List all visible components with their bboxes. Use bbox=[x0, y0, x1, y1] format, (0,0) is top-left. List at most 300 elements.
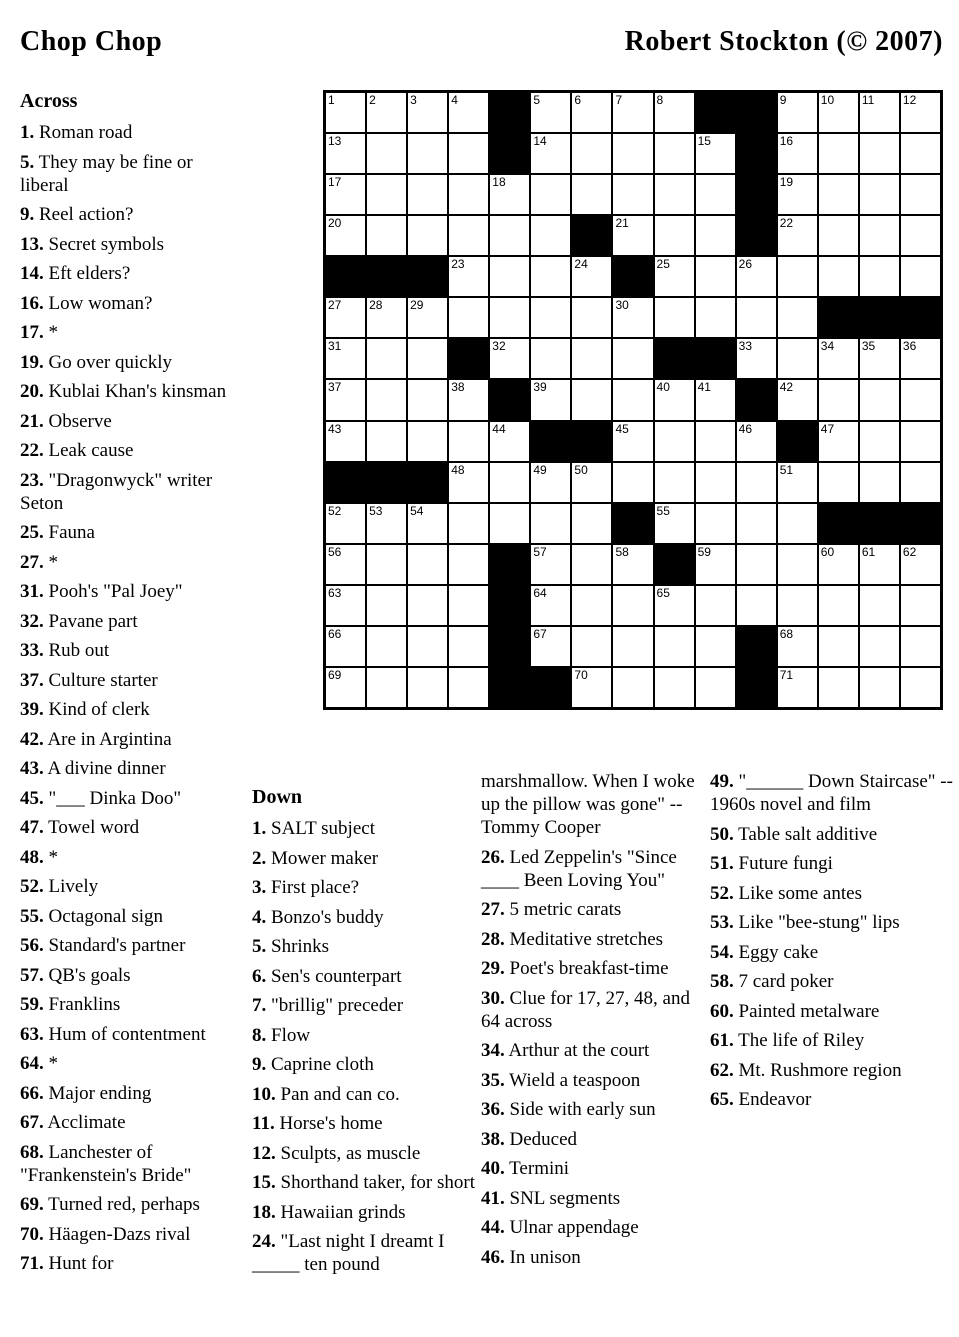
black-cell-r2c5 bbox=[490, 134, 529, 173]
grid-cell-r3c6[interactable] bbox=[531, 175, 570, 214]
clue-number: 44. bbox=[481, 1217, 505, 1238]
down-clues-column-1 bbox=[252, 786, 477, 1283]
grid-cell-r5c7[interactable] bbox=[572, 257, 611, 296]
grid-cell-r1c14[interactable] bbox=[860, 93, 899, 132]
clue-number: 26. bbox=[481, 846, 505, 868]
clue-number: 59. bbox=[20, 994, 44, 1015]
grid-cell-r14c9[interactable] bbox=[655, 627, 694, 666]
grid-cell-r8c4[interactable] bbox=[449, 380, 488, 419]
grid-cell-r7c14[interactable] bbox=[860, 339, 899, 378]
grid-cell-r14c8[interactable] bbox=[613, 627, 652, 666]
grid-cell-r7c1[interactable] bbox=[326, 339, 365, 378]
grid-cell-r1c6[interactable] bbox=[531, 93, 570, 132]
grid-cell-r12c13[interactable] bbox=[819, 545, 858, 584]
grid-cell-r5c12[interactable] bbox=[778, 257, 817, 296]
clue-number: 12. bbox=[252, 1142, 276, 1164]
grid-cell-r14c4[interactable] bbox=[449, 627, 488, 666]
grid-cell-r9c8[interactable] bbox=[613, 422, 652, 461]
grid-cell-r5c6[interactable] bbox=[531, 257, 570, 296]
grid-cell-r2c4[interactable] bbox=[449, 134, 488, 173]
clue-number: 25. bbox=[20, 522, 44, 543]
grid-cell-r11c11[interactable] bbox=[737, 504, 776, 543]
clue-number: 35. bbox=[481, 1069, 505, 1091]
clue-number: 9. bbox=[20, 204, 35, 225]
clue-number: 28. bbox=[481, 928, 505, 950]
grid-cell-r3c12[interactable] bbox=[778, 175, 817, 214]
clue-number: 14. bbox=[20, 263, 44, 284]
black-cell-r7c4 bbox=[449, 339, 488, 378]
grid-cell-r10c14[interactable] bbox=[860, 463, 899, 502]
grid-cell-r11c10[interactable] bbox=[696, 504, 735, 543]
grid-cell-r6c10[interactable] bbox=[696, 298, 735, 337]
grid-cell-r13c13[interactable] bbox=[819, 586, 858, 625]
grid-cell-r9c13[interactable] bbox=[819, 422, 858, 461]
grid-cell-r15c12[interactable] bbox=[778, 668, 817, 707]
cell-number-21: 21 bbox=[615, 216, 629, 231]
grid-cell-r10c9[interactable] bbox=[655, 463, 694, 502]
clue-across-47: 47. Towel word bbox=[20, 817, 140, 838]
cell-number-56: 56 bbox=[328, 544, 342, 559]
grid-cell-r3c3[interactable] bbox=[408, 175, 447, 214]
grid-cell-r4c5[interactable] bbox=[490, 216, 529, 255]
grid-cell-r8c8[interactable] bbox=[613, 380, 652, 419]
grid-cell-r1c13[interactable] bbox=[819, 93, 858, 132]
clue-down-49: 49. "______ Down Staircase" -- 1960s novel and film bbox=[710, 771, 953, 815]
clue-number: 15. bbox=[252, 1172, 276, 1193]
black-cell-r10c2 bbox=[367, 463, 406, 502]
clue-down-26: 26. Led Zeppelin's "Since ____ Been Loving You" bbox=[481, 846, 677, 891]
grid-cell-r9c3[interactable] bbox=[408, 422, 447, 461]
grid-cell-r8c14[interactable] bbox=[860, 380, 899, 419]
clue-down-41: 41. SNL segments bbox=[481, 1187, 621, 1209]
grid-cell-r7c7[interactable] bbox=[572, 339, 611, 378]
grid-cell-r8c7[interactable] bbox=[572, 380, 611, 419]
clue-down-44: 44. Ulnar appendage bbox=[481, 1217, 639, 1238]
clue-number: 67. bbox=[20, 1112, 44, 1133]
clue-number: 55. bbox=[20, 905, 44, 927]
grid-cell-r1c3[interactable] bbox=[408, 93, 447, 132]
grid-cell-r14c14[interactable] bbox=[860, 627, 899, 666]
grid-cell-r2c15[interactable] bbox=[901, 134, 940, 173]
clue-down-62: 62. Mt. Rushmore region bbox=[710, 1059, 902, 1081]
grid-cell-r10c4[interactable] bbox=[449, 463, 488, 502]
clue-down-10: 10. Pan and can co. bbox=[252, 1083, 400, 1105]
grid-cell-r8c3[interactable] bbox=[408, 380, 447, 419]
black-cell-r8c11 bbox=[737, 380, 776, 419]
black-cell-r15c5 bbox=[490, 668, 529, 707]
grid-cell-r14c7[interactable] bbox=[572, 627, 611, 666]
grid-cell-r13c2[interactable] bbox=[367, 586, 406, 625]
cell-number-68: 68 bbox=[779, 626, 794, 641]
grid-cell-r3c7[interactable] bbox=[572, 175, 611, 214]
grid-cell-r9c2[interactable] bbox=[367, 422, 406, 461]
grid-cell-r8c15[interactable] bbox=[901, 380, 940, 419]
cell-number-36: 36 bbox=[902, 339, 917, 354]
clue-down-11: 11. Horse's home bbox=[252, 1113, 383, 1134]
black-cell-r10c1 bbox=[326, 463, 365, 502]
grid-cell-r12c14[interactable] bbox=[860, 545, 899, 584]
grid-cell-r2c12[interactable] bbox=[778, 134, 817, 173]
grid-cell-r15c15[interactable] bbox=[901, 668, 940, 707]
grid-cell-r11c9[interactable] bbox=[655, 504, 694, 543]
clue-number: 31. bbox=[20, 581, 44, 602]
cell-number-65: 65 bbox=[656, 585, 670, 600]
grid-cell-r6c4[interactable] bbox=[449, 298, 488, 337]
grid-cell-r13c4[interactable] bbox=[449, 586, 488, 625]
grid-cell-r7c6[interactable] bbox=[531, 339, 570, 378]
grid-cell-r14c3[interactable] bbox=[408, 627, 447, 666]
cell-number-55: 55 bbox=[656, 503, 670, 518]
black-cell-r1c5 bbox=[490, 93, 529, 132]
grid-cell-r4c4[interactable] bbox=[449, 216, 488, 255]
grid-cell-r10c11[interactable] bbox=[737, 463, 776, 502]
grid-cell-r12c2[interactable] bbox=[367, 545, 406, 584]
grid-cell-r3c14[interactable] bbox=[860, 175, 899, 214]
grid-cell-r8c9[interactable] bbox=[655, 380, 694, 419]
grid-cell-r6c1[interactable] bbox=[326, 298, 365, 337]
clue-down-28: 28. Meditative stretches bbox=[481, 928, 664, 950]
grid-cell-r8c10[interactable] bbox=[696, 380, 735, 419]
grid-cell-r11c3[interactable] bbox=[408, 504, 447, 543]
grid-cell-r13c12[interactable] bbox=[778, 586, 817, 625]
clue-across-20: 20. Kublai Khan's kinsman bbox=[20, 381, 227, 402]
clue-down-52: 52. Like some antes bbox=[710, 882, 862, 904]
grid-cell-r11c12[interactable] bbox=[778, 504, 817, 543]
across-clues-list bbox=[20, 121, 238, 1275]
grid-cell-r4c15[interactable] bbox=[901, 216, 940, 255]
grid-cell-r4c13[interactable] bbox=[819, 216, 858, 255]
grid-cell-r13c6[interactable] bbox=[531, 586, 570, 625]
grid-cell-r2c14[interactable] bbox=[860, 134, 899, 173]
black-cell-r10c3 bbox=[408, 463, 447, 502]
clue-across-55: 55. Octagonal sign bbox=[20, 905, 164, 927]
grid-cell-r7c12[interactable] bbox=[778, 339, 817, 378]
grid-cell-r13c8[interactable] bbox=[613, 586, 652, 625]
grid-cell-r15c1[interactable] bbox=[326, 668, 365, 707]
cell-number-28: 28 bbox=[369, 298, 383, 313]
clue-number: 45. bbox=[20, 787, 44, 809]
grid-cell-r3c1[interactable] bbox=[326, 175, 365, 214]
clue-across-45: 45. "___ Dinka Doo" bbox=[20, 787, 182, 809]
grid-cell-r3c8[interactable] bbox=[613, 175, 652, 214]
grid-cell-r13c11[interactable] bbox=[737, 586, 776, 625]
clue-number: 30. bbox=[481, 987, 505, 1009]
cell-number-4: 4 bbox=[451, 93, 458, 107]
grid-cell-r12c12[interactable] bbox=[778, 545, 817, 584]
black-cell-r1c11 bbox=[737, 93, 776, 132]
grid-cell-r11c6[interactable] bbox=[531, 504, 570, 543]
cell-number-16: 16 bbox=[779, 134, 794, 149]
grid-cell-r14c13[interactable] bbox=[819, 627, 858, 666]
grid-cell-r4c1[interactable] bbox=[326, 216, 365, 255]
grid-cell-r6c2[interactable] bbox=[367, 298, 406, 337]
grid-cell-r7c11[interactable] bbox=[737, 339, 776, 378]
grid-cell-r11c1[interactable] bbox=[326, 504, 365, 543]
cell-number-29: 29 bbox=[410, 298, 424, 313]
clue-number: 63. bbox=[20, 1023, 44, 1045]
cell-number-58: 58 bbox=[615, 544, 629, 559]
clue-down-5: 5. Shrinks bbox=[252, 936, 330, 957]
grid-cell-r4c14[interactable] bbox=[860, 216, 899, 255]
grid-cell-r4c10[interactable] bbox=[696, 216, 735, 255]
grid-cell-r12c10[interactable] bbox=[696, 545, 735, 584]
cell-number-6: 6 bbox=[574, 93, 582, 107]
black-cell-r6c14 bbox=[860, 298, 899, 337]
clue-number: 65. bbox=[710, 1089, 734, 1110]
grid-cell-r5c15[interactable] bbox=[901, 257, 940, 296]
grid-cell-r2c1[interactable] bbox=[326, 134, 365, 173]
grid-cell-r9c14[interactable] bbox=[860, 422, 899, 461]
grid-cell-r11c5[interactable] bbox=[490, 504, 529, 543]
black-cell-r11c13 bbox=[819, 504, 858, 543]
grid-cell-r6c5[interactable] bbox=[490, 298, 529, 337]
cell-number-15: 15 bbox=[697, 134, 711, 149]
grid-cell-r2c8[interactable] bbox=[613, 134, 652, 173]
grid-cell-r15c14[interactable] bbox=[860, 668, 899, 707]
clue-number: 5. bbox=[20, 151, 35, 173]
grid-cell-r15c10[interactable] bbox=[696, 668, 735, 707]
grid-cell-r2c2[interactable] bbox=[367, 134, 406, 173]
grid-cell-r14c1[interactable] bbox=[326, 627, 365, 666]
grid-cell-r5c5[interactable] bbox=[490, 257, 529, 296]
grid-cell-r3c15[interactable] bbox=[901, 175, 940, 214]
grid-cell-r1c12[interactable] bbox=[778, 93, 817, 132]
grid-cell-r1c7[interactable] bbox=[572, 93, 611, 132]
clue-across-32: 32. Pavane part bbox=[20, 610, 138, 632]
grid-cell-r13c1[interactable] bbox=[326, 586, 365, 625]
clue-number: 5. bbox=[252, 936, 267, 957]
grid-cell-r12c3[interactable] bbox=[408, 545, 447, 584]
cell-number-8: 8 bbox=[656, 93, 664, 107]
clue-across-25: 25. Fauna bbox=[20, 522, 95, 543]
grid-cell-r6c12[interactable] bbox=[778, 298, 817, 337]
cell-number-51: 51 bbox=[779, 462, 794, 477]
black-cell-r11c15 bbox=[901, 504, 940, 543]
grid-cell-r13c7[interactable] bbox=[572, 586, 611, 625]
grid-cell-r10c13[interactable] bbox=[819, 463, 858, 502]
grid-cell-r15c7[interactable] bbox=[572, 668, 611, 707]
clue-across-22: 22. Leak cause bbox=[20, 440, 134, 461]
grid-cell-r15c13[interactable] bbox=[819, 668, 858, 707]
black-cell-r9c12 bbox=[778, 422, 817, 461]
clue-number: 6. bbox=[252, 965, 267, 987]
grid-cell-r1c2[interactable] bbox=[367, 93, 406, 132]
clue-number: 64. bbox=[20, 1053, 44, 1074]
clue-across-71: 71. Hunt for bbox=[20, 1253, 114, 1274]
grid-cell-r15c9[interactable] bbox=[655, 668, 694, 707]
clue-across-23: 23. "Dragonwyck" writer Seton bbox=[20, 469, 213, 514]
grid-cell-r12c15[interactable] bbox=[901, 545, 940, 584]
grid-cell-r2c10[interactable] bbox=[696, 134, 735, 173]
grid-cell-r4c6[interactable] bbox=[531, 216, 570, 255]
clue-number: 17. bbox=[20, 322, 44, 343]
grid-cell-r5c9[interactable] bbox=[655, 257, 694, 296]
black-cell-r13c5 bbox=[490, 586, 529, 625]
grid-cell-r3c9[interactable] bbox=[655, 175, 694, 214]
grid-cell-r6c8[interactable] bbox=[613, 298, 652, 337]
grid-cell-r6c3[interactable] bbox=[408, 298, 447, 337]
clue-across-9: 9. Reel action? bbox=[20, 204, 134, 225]
grid-cell-r9c5[interactable] bbox=[490, 422, 529, 461]
grid-cell-r11c2[interactable] bbox=[367, 504, 406, 543]
grid-cell-r11c4[interactable] bbox=[449, 504, 488, 543]
clue-down-8: 8. Flow bbox=[252, 1024, 311, 1046]
grid-cell-r9c4[interactable] bbox=[449, 422, 488, 461]
cell-number-5: 5 bbox=[533, 93, 541, 107]
grid-cell-r12c4[interactable] bbox=[449, 545, 488, 584]
grid-cell-r6c6[interactable] bbox=[531, 298, 570, 337]
grid-cell-r5c14[interactable] bbox=[860, 257, 899, 296]
down-clues-list-1 bbox=[252, 817, 477, 1276]
grid-cell-r3c4[interactable] bbox=[449, 175, 488, 214]
grid-cell-r6c9[interactable] bbox=[655, 298, 694, 337]
grid-cell-r12c6[interactable] bbox=[531, 545, 570, 584]
grid-cell-r4c2[interactable] bbox=[367, 216, 406, 255]
grid-cell-r13c14[interactable] bbox=[860, 586, 899, 625]
grid-cell-r7c15[interactable] bbox=[901, 339, 940, 378]
grid-cell-r15c3[interactable] bbox=[408, 668, 447, 707]
grid-cell-r12c8[interactable] bbox=[613, 545, 652, 584]
cell-number-52: 52 bbox=[328, 503, 342, 518]
clue-number: 27. bbox=[20, 551, 44, 573]
grid-cell-r1c9[interactable] bbox=[655, 93, 694, 132]
grid-cell-r5c13[interactable] bbox=[819, 257, 858, 296]
clue-down-36: 36. Side with early sun bbox=[481, 1099, 656, 1120]
clue-number: 40. bbox=[481, 1158, 505, 1179]
grid-cell-r2c13[interactable] bbox=[819, 134, 858, 173]
clue-down-46: 46. In unison bbox=[481, 1246, 581, 1268]
cell-number-24: 24 bbox=[574, 257, 588, 272]
clue-number: 4. bbox=[252, 906, 267, 928]
grid-cell-r1c4[interactable] bbox=[449, 93, 488, 132]
grid-cell-r5c4[interactable] bbox=[449, 257, 488, 296]
grid-cell-r3c13[interactable] bbox=[819, 175, 858, 214]
grid-cell-r7c5[interactable] bbox=[490, 339, 529, 378]
grid-cell-r6c7[interactable] bbox=[572, 298, 611, 337]
grid-cell-r14c12[interactable] bbox=[778, 627, 817, 666]
grid-cell-r12c11[interactable] bbox=[737, 545, 776, 584]
grid-cell-r10c10[interactable] bbox=[696, 463, 735, 502]
grid-cell-r3c2[interactable] bbox=[367, 175, 406, 214]
cell-number-46: 46 bbox=[738, 421, 753, 436]
grid-cell-r9c10[interactable] bbox=[696, 422, 735, 461]
black-cell-r14c11 bbox=[737, 627, 776, 666]
grid-cell-r8c13[interactable] bbox=[819, 380, 858, 419]
grid-cell-r10c7[interactable] bbox=[572, 463, 611, 502]
grid-cell-r14c15[interactable] bbox=[901, 627, 940, 666]
grid-cell-r1c1[interactable] bbox=[326, 93, 365, 132]
clue-across-52: 52. Lively bbox=[20, 876, 99, 897]
cell-number-3: 3 bbox=[410, 93, 417, 107]
grid-cell-r8c12[interactable] bbox=[778, 380, 817, 419]
grid-cell-r10c15[interactable] bbox=[901, 463, 940, 502]
grid-cell-r1c8[interactable] bbox=[613, 93, 652, 132]
grid-cell-r14c6[interactable] bbox=[531, 627, 570, 666]
grid-cell-r4c8[interactable] bbox=[613, 216, 652, 255]
grid-cell-r8c1[interactable] bbox=[326, 380, 365, 419]
grid-cell-r13c10[interactable] bbox=[696, 586, 735, 625]
clue-number: 71. bbox=[20, 1253, 44, 1274]
cell-number-40: 40 bbox=[656, 380, 670, 395]
grid-cell-r7c13[interactable] bbox=[819, 339, 858, 378]
grid-cell-r9c1[interactable] bbox=[326, 422, 365, 461]
clue-number: 46. bbox=[481, 1246, 505, 1268]
clue-across-42: 42. Are in Argintina bbox=[20, 728, 172, 750]
grid-cell-r12c7[interactable] bbox=[572, 545, 611, 584]
grid-cell-r14c2[interactable] bbox=[367, 627, 406, 666]
grid-cell-r3c10[interactable] bbox=[696, 175, 735, 214]
clue-across-16: 16. Low woman? bbox=[20, 292, 153, 314]
grid-cell-r4c3[interactable] bbox=[408, 216, 447, 255]
clue-number: 50. bbox=[710, 823, 734, 845]
cell-number-12: 12 bbox=[902, 93, 917, 107]
grid-cell-r3c5[interactable] bbox=[490, 175, 529, 214]
clue-number: 21. bbox=[20, 410, 44, 432]
down-header: Down bbox=[252, 786, 303, 808]
grid-cell-r1c15[interactable] bbox=[901, 93, 940, 132]
black-cell-r9c7 bbox=[572, 422, 611, 461]
grid-cell-r10c8[interactable] bbox=[613, 463, 652, 502]
grid-cell-r7c2[interactable] bbox=[367, 339, 406, 378]
grid-cell-r13c9[interactable] bbox=[655, 586, 694, 625]
clue-number: 39. bbox=[20, 699, 44, 720]
clue-number: 1. bbox=[252, 818, 267, 839]
grid-cell-r15c8[interactable] bbox=[613, 668, 652, 707]
grid-cell-r15c2[interactable] bbox=[367, 668, 406, 707]
grid-cell-r5c10[interactable] bbox=[696, 257, 735, 296]
clue-across-64: 64. * bbox=[20, 1053, 58, 1074]
grid-cell-r13c3[interactable] bbox=[408, 586, 447, 625]
grid-cell-r2c7[interactable] bbox=[572, 134, 611, 173]
grid-cell-r2c6[interactable] bbox=[531, 134, 570, 173]
grid-cell-r8c2[interactable] bbox=[367, 380, 406, 419]
grid-cell-r4c9[interactable] bbox=[655, 216, 694, 255]
clue-number: 66. bbox=[20, 1082, 44, 1104]
grid-cell-r6c11[interactable] bbox=[737, 298, 776, 337]
grid-cell-r10c12[interactable] bbox=[778, 463, 817, 502]
cell-number-53: 53 bbox=[369, 503, 383, 518]
grid-cell-r7c8[interactable] bbox=[613, 339, 652, 378]
clue-number: 42. bbox=[20, 728, 44, 750]
black-cell-r5c3 bbox=[408, 257, 447, 296]
clue-number: 47. bbox=[20, 817, 44, 838]
down-clues-list-3 bbox=[710, 770, 955, 1111]
grid-cell-r9c11[interactable] bbox=[737, 422, 776, 461]
grid-cell-r14c10[interactable] bbox=[696, 627, 735, 666]
crossword-grid bbox=[323, 90, 943, 710]
grid-cell-r8c6[interactable] bbox=[531, 380, 570, 419]
black-cell-r2c11 bbox=[737, 134, 776, 173]
grid-cell-r4c12[interactable] bbox=[778, 216, 817, 255]
clue-down-61: 61. The life of Riley bbox=[710, 1030, 865, 1051]
cell-number-39: 39 bbox=[533, 380, 547, 395]
grid-cell-r12c1[interactable] bbox=[326, 545, 365, 584]
clue-number: 20. bbox=[20, 381, 44, 402]
grid-cell-r13c15[interactable] bbox=[901, 586, 940, 625]
grid-cell-r9c15[interactable] bbox=[901, 422, 940, 461]
grid-cell-r9c9[interactable] bbox=[655, 422, 694, 461]
grid-cell-r11c7[interactable] bbox=[572, 504, 611, 543]
grid-cell-r7c3[interactable] bbox=[408, 339, 447, 378]
grid-cell-r2c9[interactable] bbox=[655, 134, 694, 173]
grid-cell-r10c5[interactable] bbox=[490, 463, 529, 502]
grid-cell-r2c3[interactable] bbox=[408, 134, 447, 173]
grid-cell-r5c11[interactable] bbox=[737, 257, 776, 296]
grid-cell-r10c6[interactable] bbox=[531, 463, 570, 502]
clue-number: 34. bbox=[481, 1040, 505, 1061]
grid-cell-r15c4[interactable] bbox=[449, 668, 488, 707]
clue-number: 58. bbox=[710, 971, 734, 992]
